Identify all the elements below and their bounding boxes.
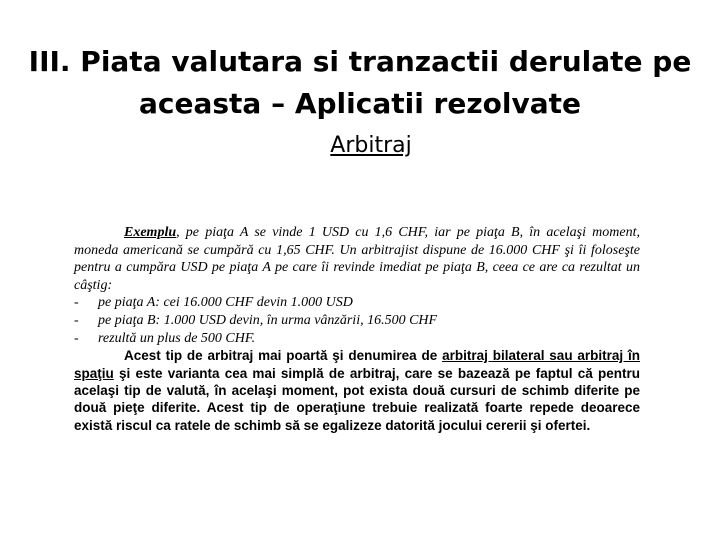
list-item: [74, 330, 640, 348]
definition-paragraph: [74, 347, 640, 434]
list-item-text: pe piaţa B: 1.000 USD devin, în urma vânzării, 16.500 CHF: [98, 312, 438, 328]
list-item-text: pe piaţa A: cei 16.000 CHF devin 1.000 USD: [98, 295, 353, 311]
example-keyword: Exemplu: [124, 225, 177, 240]
example-paragraph: [74, 224, 640, 294]
list-bullet: -: [74, 330, 79, 346]
list-item: [74, 312, 640, 330]
example-list: [74, 294, 640, 347]
slide-title: III. Piata valutara si tranzactii derulate pe aceasta – Aplicatii rezolvate: [28, 44, 692, 120]
definition-rest: şi este varianta cea mai simplă de arbitraj, care se bazează pe faptul că pentru acelaşi tip de valută, în acelaşi moment, pot exista două cursuri de schimb diferite pe două pieţe diferite. Acest tip de operaţiune trebuie realizată foarte repede deoarece există riscul ca ratele de schimb să se egalizeze datorită jocului cererii şi ofertei.: [74, 365, 640, 433]
definition-lead: Acest tip de arbitraj mai poartă şi denumirea de: [124, 348, 443, 364]
list-item-text: rezultă un plus de 500 CHF.: [98, 330, 256, 346]
document-excerpt: [74, 224, 640, 434]
definition-term: arbitraj bilateral sau arbitraj în spaţiu: [74, 348, 640, 381]
list-bullet: -: [74, 295, 79, 311]
example-intro: , pe piaţa A se vinde 1 USD cu 1,6 CHF, iar pe piaţa B, în acelaşi moment, moneda americană se cumpără cu 1,65 CHF. Un arbitrajist dispune de 16.000 CHF şi îi foloseşte pentru a cumpăra USD pe piaţa A pe care îi revinde imediat pe piaţa B, ceea ce are ca rezultat un câştig:: [74, 225, 640, 293]
list-item: [74, 294, 640, 312]
list-bullet: -: [74, 312, 79, 328]
slide-subtitle: Arbitraj: [330, 133, 412, 158]
